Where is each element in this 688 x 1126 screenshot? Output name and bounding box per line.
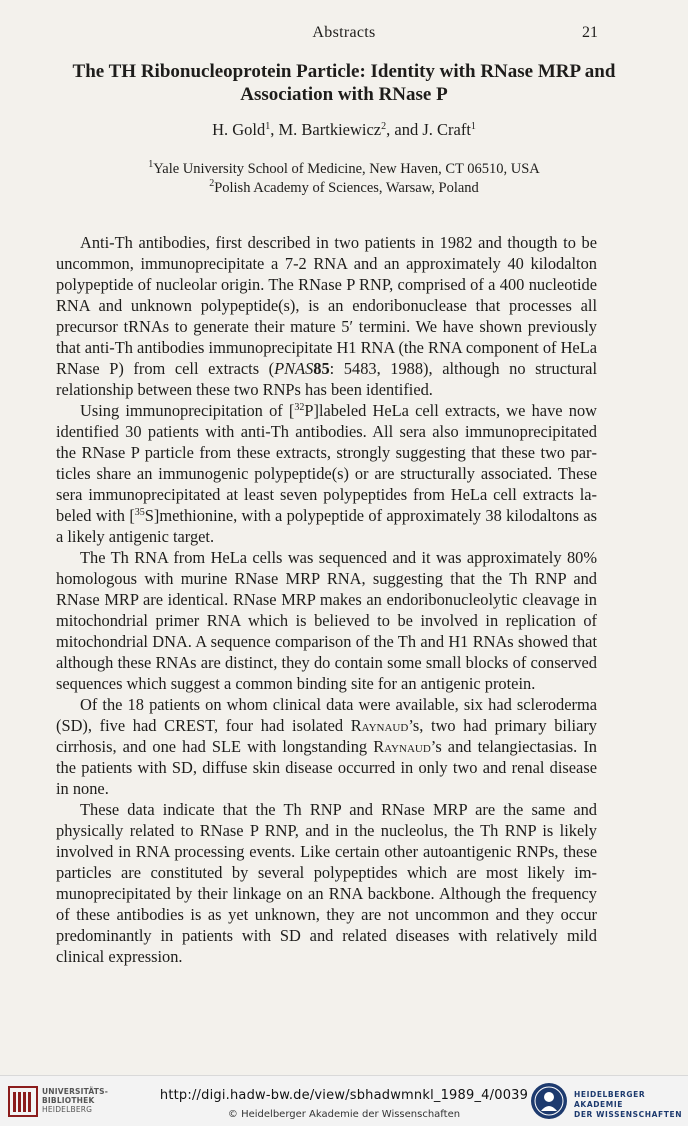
article-title [60,60,628,106]
library-name-line: BIBLIOTHEK [42,1096,95,1105]
eponym: Raynaud [350,716,409,735]
affiliation-text: Polish Academy of Sciences, Warsaw, Poland [214,180,479,196]
affiliation [0,160,688,179]
isotope-mass: 32 [294,402,305,413]
academy-name [574,1090,688,1120]
affiliations [0,160,688,198]
author-affiliation-mark: 1 [265,121,271,132]
viewer-footer [0,1075,688,1126]
author-separator: , [270,120,279,139]
permalink-url[interactable]: http://digi.hadw-bw.de/view/sbhadwmnkl_1989_4/0039 [159,1088,529,1103]
journal-citation: PNAS [274,359,314,378]
author-list [0,120,688,140]
library-name-line: HEIDELBERG [42,1105,93,1114]
paragraph-text: Anti-Th antibodies, first described in two patients in 1982 and thougth to be uncommon, immunoprecipitate a 7-2 RNA and an approximately 40 kilodalton polypeptide of nucleolar origin. The RNase P RNP, comprised of a 400 nucleotide RNA and unknown polypeptide(s), is an endoribonuclease that processes all precursor tRNAs to generate their mature 5′ termini. We have shown previously that anti-Th antibodies immunoprecipitate H1 RNA (the RNA component of HeLa RNase P) from cell extracts ( [56,233,597,378]
isotope-mass: 35 [134,507,145,518]
library-name-line: UNIVERSITÄTS- [42,1087,109,1096]
academy-name-line: DER WISSENSCHAFTEN [574,1110,683,1119]
paragraph [56,547,597,694]
paragraph-text: Of the 18 patients on whom clinical data were available, six had scleroderma (SD), five had CREST, four had isolated [56,695,597,735]
title-line-2: Association with RNase P [240,84,448,105]
paragraph [56,400,597,547]
author-name: H. Gold [212,120,266,139]
author-name: J. Craft [422,120,471,139]
paragraph-text: ’s, two had primary biliary cirrhosis, and one had SLE with longstanding [56,716,598,756]
paragraph [56,694,597,799]
affiliation-text: Yale University School of Medicine, New Haven, CT 06510, USA [153,161,540,177]
running-head: Abstracts [312,24,376,41]
title-line-1: The TH Ribonucleoprotein Particle: Identity with RNase MRP and [72,61,616,82]
paragraph [56,232,597,400]
abstract-body [56,232,597,967]
author-affiliation-mark: 2 [381,121,387,132]
paragraph-text: ’s and telangiectasias. In the patients with SD, diffuse skin disease occurred in only two and renal disease in none. [56,737,597,798]
paragraph-text: : 5483, 1988), although no structural relationship between these two RNPs has been identified. [56,359,597,399]
affiliation [0,179,688,198]
paragraph-text: S]methionine, with a polypeptide of approximately 38 kilodaltons as a likely antigenic target. [56,506,597,546]
affiliation-mark: 1 [148,159,154,170]
paragraph-text: Using immunoprecipitation of [ [80,401,295,420]
paragraph [56,799,597,967]
paragraph-text: The Th RNA from HeLa cells was sequenced and it was approximately 80% homologous with murine RNase MRP RNA, suggesting that the Th RNP and RNase MRP are identical. RNase MRP makes an endoribonucleolytic cleavage in mitochondrial primer RNA which is believed to be involved in replication of mitochondrial DNA. A sequence comparison of the Th and H1 RNAs showed that although these RNAs are distinct, they do contain some small blocks of conserved sequences which suggest a common binding site for an antigenic protein. [56,548,597,693]
affiliation-mark: 2 [209,178,215,189]
journal-volume: 85 [313,359,330,378]
author-separator: , and [386,120,423,139]
author-affiliation-mark: 1 [470,121,476,132]
paragraph-text: These data indicate that the Th RNP and RNase MRP are the same and physically related to RNase P RNP, and in the nucleolus, the Th RNP is likely involved in RNA processing events. Like certain other autoantigenic RNPs, these particles are constituted by several polypeptides which are most likely immunoprecipitated by their linkage on an RNA backbone. Although the frequency of these antibodies is as yet unknown, they are not uncommon and they occur predominantly in patients with SD and related diseases with relatively mild clinical expression. [56,800,597,966]
academy-name-line: HEIDELBERGER AKADEMIE [574,1090,646,1109]
page-number: 21 [582,24,598,41]
paragraph-text: P]labeled HeLa cell extracts, we have now identified 30 patients with anti-Th antibodies. All sera also immunoprecipitated the RNase P particle from these extracts, strongly suggesting that these two particles share an immunogenic polypeptide(s) or are structurally associated. These sera immunoprecipitated at least seven polypeptides from HeLa cell extracts labeled with [ [56,401,597,525]
eponym: Raynaud [373,737,431,756]
academy-seal-icon [530,1082,568,1120]
copyright-notice: © Heidelberger Akademie der Wissenschaften [227,1109,461,1120]
author-name: M. Bartkiewicz [278,120,382,139]
